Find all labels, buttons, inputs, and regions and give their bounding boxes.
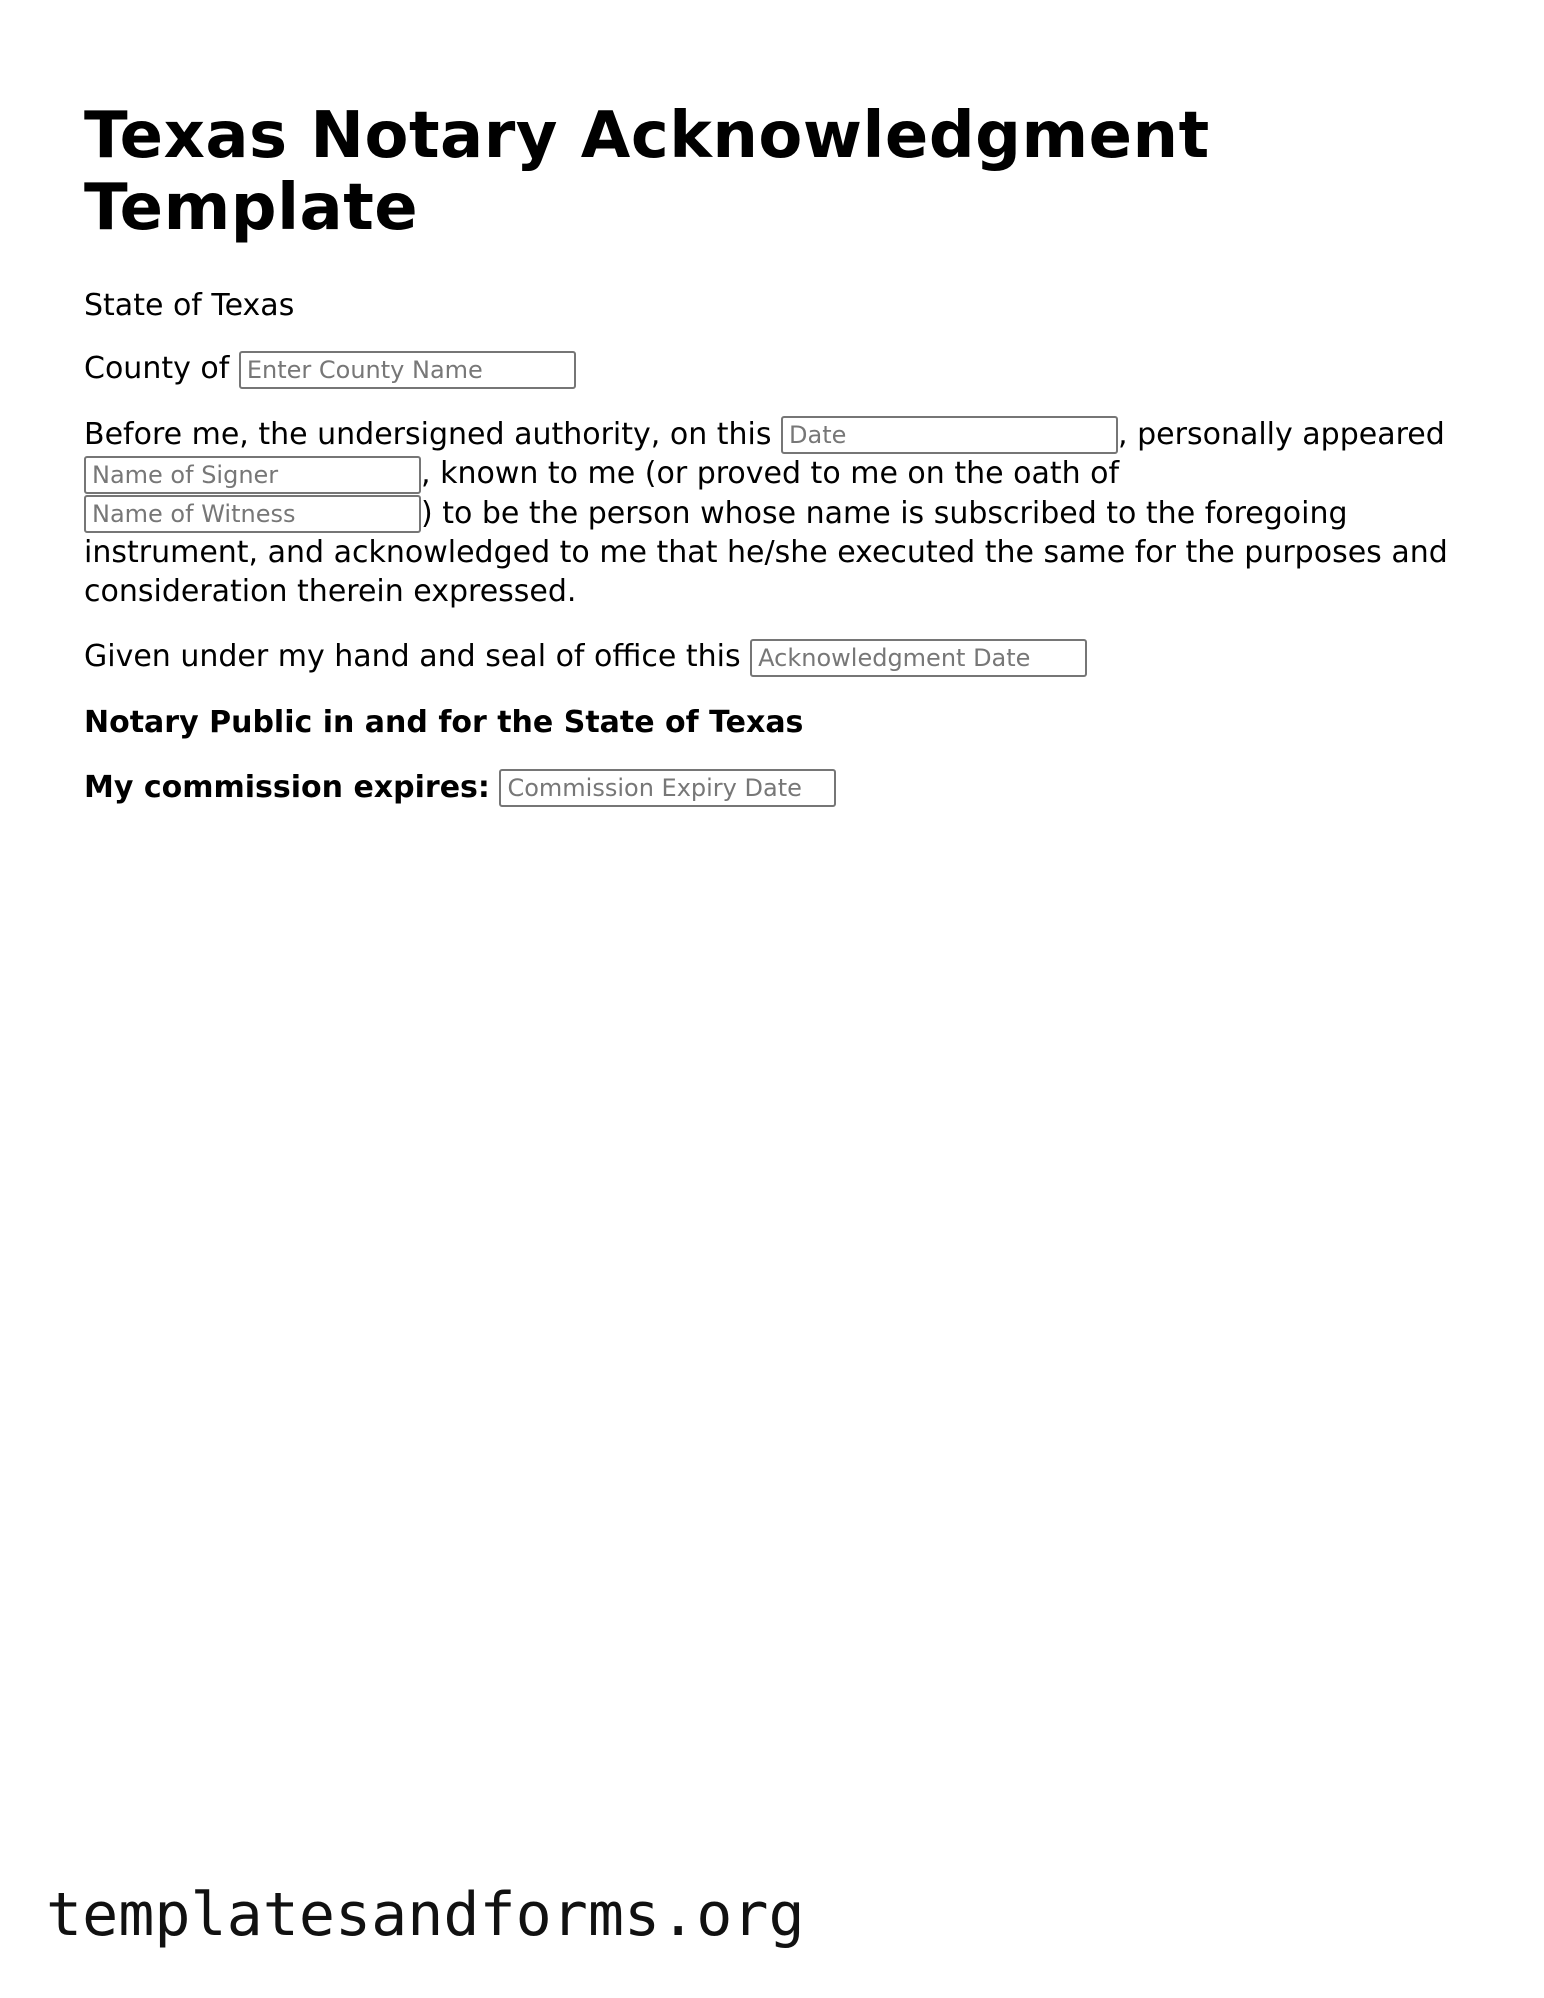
county-input[interactable]	[239, 351, 576, 389]
footer-watermark: templatesandforms.org	[46, 1880, 805, 1950]
document-page	[84, 100, 1464, 833]
ack-text-before-date: Before me, the undersigned authority, on this	[84, 416, 772, 452]
ack-text-after-signer: , known to me (or proved to me on the oath of	[421, 456, 1120, 491]
ack-text-after-witness: ) to be the person whose name is subscribed to the foregoing instrument, and acknowledged to me that he/she executed the same for the purposes and consideration therein expressed.	[84, 495, 1448, 609]
commission-row	[84, 768, 1464, 808]
signer-name-input[interactable]	[84, 456, 421, 494]
page-title: Texas Notary Acknowledgment Template	[84, 99, 1210, 245]
commission-label: My commission expires:	[84, 769, 490, 805]
state-line: State of Texas	[84, 288, 295, 323]
commission-expiry-input[interactable]	[499, 769, 836, 807]
county-label: County of	[84, 351, 230, 386]
acknowledgment-date-input[interactable]	[750, 639, 1087, 677]
given-label: Given under my hand and seal of office this	[84, 639, 741, 674]
witness-name-input[interactable]	[84, 495, 421, 533]
acknowledgment-paragraph	[84, 415, 1464, 612]
date-input[interactable]	[781, 416, 1118, 454]
ack-text-after-date: , personally appeared	[1118, 416, 1445, 452]
given-row	[84, 637, 1464, 677]
county-row	[84, 349, 1464, 389]
notary-public-line: Notary Public in and for the State of Texas	[84, 704, 804, 740]
